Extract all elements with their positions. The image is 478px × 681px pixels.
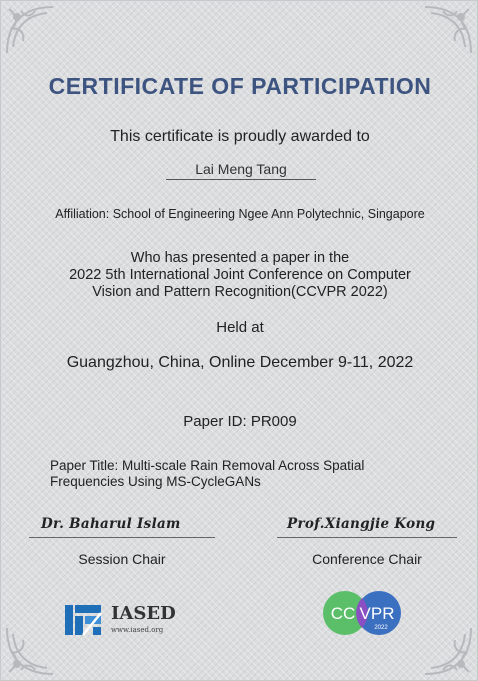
signature-line <box>29 537 215 538</box>
corner-ornament-icon <box>3 624 57 678</box>
ccvpr-cc-text: CC <box>330 604 356 623</box>
corner-ornament-icon <box>421 3 475 57</box>
corner-ornament-icon <box>421 624 475 678</box>
session-chair-signature: Dr. Baharul Islam <box>41 516 181 532</box>
corner-ornament-icon <box>3 3 57 57</box>
paper-title-line: Frequencies Using MS-CycleGANs <box>50 474 261 489</box>
presented-line: Who has presented a paper in the <box>130 250 350 266</box>
paper-id: Paper ID: PR009 <box>183 413 297 430</box>
ccvpr-vpr-text: VPR <box>359 604 395 623</box>
iased-logo-icon <box>63 599 105 641</box>
iased-logo-url: www.iased.org <box>111 626 164 634</box>
location-text: Guangzhou, China, Online December 9-11, 2022 <box>66 354 414 371</box>
presented-line: Vision and Pattern Recognition(CCVPR 2022) <box>92 284 388 300</box>
iased-logo <box>63 599 203 641</box>
presented-text <box>1 250 478 301</box>
ccvpr-year-text: 2022 <box>374 625 388 631</box>
presented-line: 2022 5th International Joint Conference on Computer <box>69 267 411 283</box>
iased-logo-name: IASED <box>111 603 176 624</box>
conference-chair-signature: Prof.Xiangjie Kong <box>287 516 436 532</box>
conference-chair-role: Conference Chair <box>312 551 422 567</box>
held-at-text: Held at <box>216 319 264 336</box>
signature-line <box>277 537 457 538</box>
affiliation-text: Affiliation: School of Engineering Ngee Ann Polytechnic, Singapore <box>55 207 425 221</box>
ccvpr-logo <box>321 589 403 637</box>
awarded-text: This certificate is proudly awarded to <box>110 128 370 145</box>
certificate-title: CERTIFICATE OF PARTICIPATION <box>48 73 432 99</box>
paper-title <box>50 458 450 490</box>
session-chair-role: Session Chair <box>78 551 166 567</box>
recipient-name: Lai Meng Tang <box>166 161 316 180</box>
paper-title-line: Paper Title: Multi-scale Rain Removal Across Spatial <box>50 458 365 473</box>
